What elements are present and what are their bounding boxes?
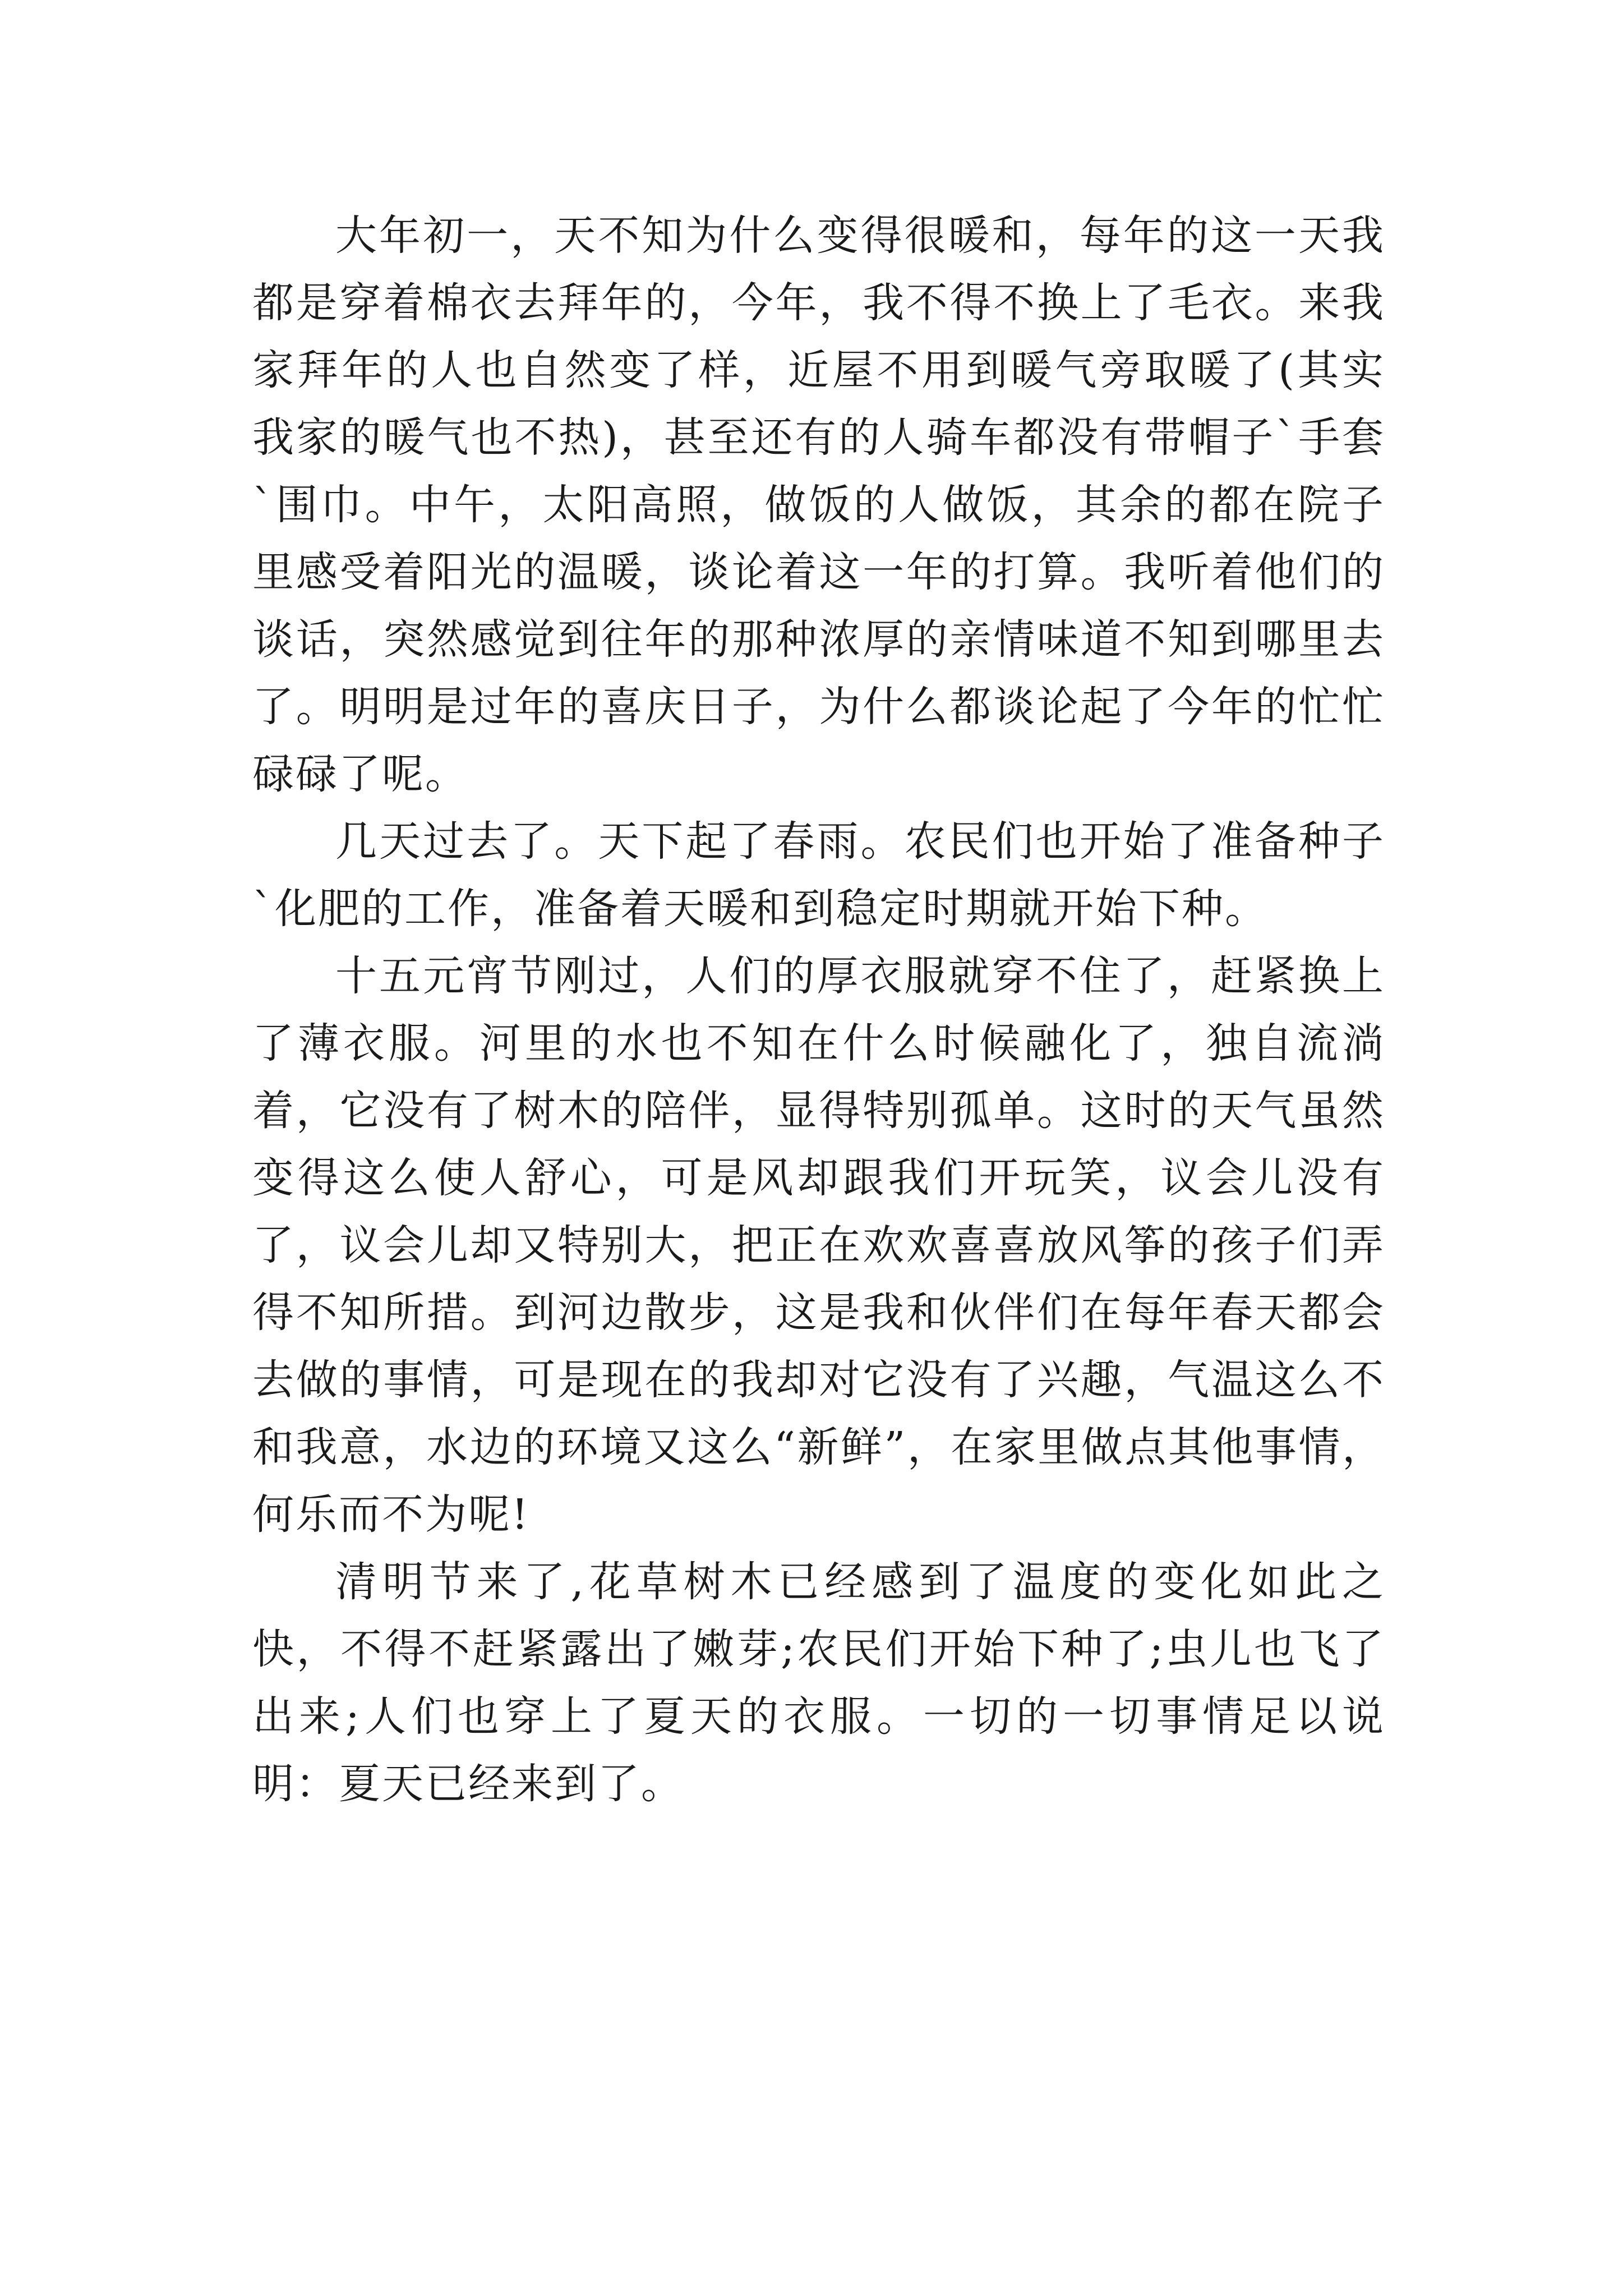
paragraph-new-year: 大年初一，天不知为什么变得很暖和，每年的这一天我都是穿着棉衣去拜年的，今年，我不得不换上了毛衣。来我家拜年的人也自然变了样，近屋不用到暖气旁取暖了(其实我家的暖气也不热)，甚至还有的人骑车都没有带帽子`手套`围巾。中午，太阳高照，做饭的人做饭，其余的都在院子里感受着阳光的温暖，谈论着这一年的打算。我听着他们的谈话，突然感觉到往年的那种浓厚的亲情味道不知到哪里去了。明明是过年的喜庆日子，为什么都谈论起了今年的忙忙碌碌了呢。 — [252, 211, 1385, 798]
paragraph-qingming: 清明节来了,花草树木已经感到了温度的变化如此之快，不得不赶紧露出了嫩芽;农民们开始下种了;虫儿也飞了出来;人们也穿上了夏天的衣服。一切的一切事情足以说明：夏天已经来到了。 — [252, 1558, 1385, 1808]
article-body — [252, 202, 1385, 1818]
paragraph-spring-rain: 几天过去了。天下起了春雨。农民们也开始了准备种子`化肥的工作，准备着天暖和到稳定时期就开始下种。 — [252, 817, 1385, 933]
paragraph-lantern-festival: 十五元宵节刚过，人们的厚衣服就穿不住了，赶紧换上了薄衣服。河里的水也不知在什么时候融化了，独自流淌着，它没有了树木的陪伴，显得特别孤单。这时的天气虽然变得这么使人舒心，可是风却跟我们开玩笑，议会儿没有了，议会儿却又特别大，把正在欢欢喜喜放风筝的孩子们弄得不知所措。到河边散步，这是我和伙伴们在每年春天都会去做的事情，可是现在的我却对它没有了兴趣，气温这么不和我意，水边的环境又这么“新鲜”，在家里做点其他事情，何乐而不为呢! — [252, 952, 1385, 1539]
